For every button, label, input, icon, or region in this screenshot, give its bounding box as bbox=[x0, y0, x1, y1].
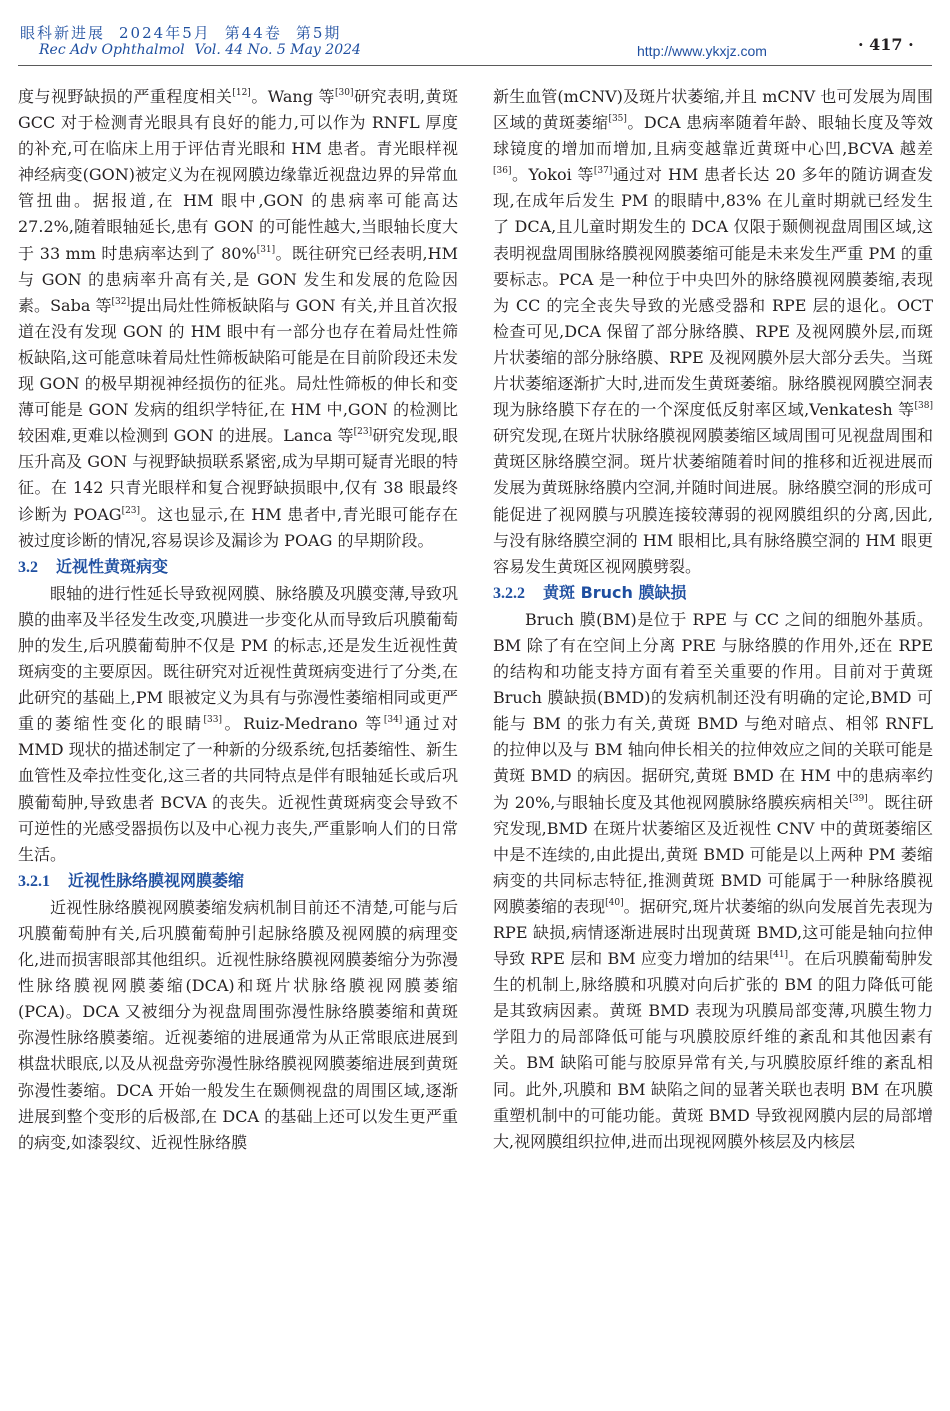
issue-cn: 第5期 bbox=[295, 24, 342, 42]
citation: [30] bbox=[335, 88, 354, 98]
citation: [23] bbox=[121, 505, 141, 516]
citation: [37] bbox=[593, 166, 613, 177]
page-header bbox=[0, 0, 950, 66]
citation: [40] bbox=[605, 897, 624, 908]
header-divider bbox=[18, 65, 932, 66]
section-heading-3-2: 3.2 近视性黄斑病变 bbox=[18, 556, 169, 576]
section-heading-3-2-2: 3.2.2 黄斑 Bruch 膜缺损 bbox=[493, 582, 687, 602]
citation: [34] bbox=[383, 715, 403, 726]
issue-date-cn: 2024年5月 bbox=[119, 24, 211, 42]
paragraph: 度与视野缺损的严重程度相关[12]。Wang 等[30]研究表明,黄斑 GCC 对于检测青光眼具有良好的能力,可以作为 RNFL 厚度的补充,可在临床上用于评估青光眼和 HM 患者。青光眼样视神经病变(GON)被定义为在视网膜边缘靠近视盘边界的异常血管扭曲。据报道,在 HM 眼中,GON 的患病率可能高达 27.2%,随着眼轴延长,患有 GON 的可能性越大,当眼轴长度大于 33 mm 时患病率达到了 80%[31]。既往研究已经表明,HM 与 GON 的患病率升高有关,是 GON 发生和发展的危险因素。Saba 等[32]提出局灶性筛板缺陷与 GON 有关,并且首次报道在没有发现 GON 的 HM 眼中有一部分也存在着局灶性筛板缺陷,这可能意味着局灶性筛板缺陷可能是在目前阶段还未发现 GON 的极早期视神经损伤的征兆。局灶性筛板的伸长和变薄可能是 GON 发病的组织学特征,在 HM 中,GON 的检测比较困难,更难以检测到 GON 的进展。Lanca 等[23]研究发现,眼压升高及 GON 与视野缺损联系紧密,成为早期可疑青光眼的特征。在 142 只青光眼样和复合视野缺损眼中,仅有 38 眼最终诊断为 POAG[23]。这也显示,在 HM 患者中,青光眼可能存在被过度诊断的情况,容易误诊及漏诊为 POAG 的早期阶段。 bbox=[18, 87, 458, 550]
right-column bbox=[493, 84, 933, 1155]
section-heading-3-2-1: 3.2.1 近视性脉络膜视网膜萎缩 bbox=[18, 870, 245, 890]
citation: [35] bbox=[608, 114, 627, 125]
journal-title-en: Rec Adv Ophthalmol bbox=[39, 42, 185, 58]
left-column bbox=[18, 84, 458, 1156]
journal-info-en bbox=[39, 42, 371, 58]
paragraph: 近视性脉络膜视网膜萎缩发病机制目前还不清楚,可能与后巩膜葡萄肿有关,后巩膜葡萄肿引起脉络膜及视网膜的病理变化,进而损害眼部其他组织。近视性脉络膜视网膜萎缩分为弥漫性脉络膜视网膜萎缩(DCA)和斑片状脉络膜视网膜萎缩(PCA)。DCA 又被细分为视盘周围弥漫性脉络膜萎缩和黄斑弥漫性脉络膜萎缩。近视萎缩的进展通常为从正常眼底进展到棋盘状眼底,以及从视盘旁弥漫性脉络膜视网膜萎缩进展到黄斑弥漫性萎缩。DCA 开始一般发生在颞侧视盘的周围区域,逐渐进展到整个变形的后极部,在 DCA 的基础上还可以发生更严重的病变,如漆裂纹、近视性脉络膜 bbox=[18, 897, 458, 1152]
citation: [32] bbox=[111, 296, 131, 307]
page-number: · 417 · bbox=[858, 35, 914, 54]
citation: [23] bbox=[353, 427, 373, 438]
citation: [38] bbox=[914, 401, 933, 412]
paragraph: 新生血管(mCNV)及斑片状萎缩,并且 mCNV 也可发展为周围区域的黄斑萎缩[35]。DCA 患病率随着年龄、眼轴长度及等效球镜度的增加而增加,且病变越靠近黄斑中心凹,BCVA 越差[36]。Yokoi 等[37]通过对 HM 患者长达 20 多年的随访调查发现,在成年后发生 PM 的眼睛中,83% 在儿童时期就已经发生了 DCA,且儿童时期发生的 DCA 仅限于颞侧视盘周围区域,这表明视盘周围脉络膜视网膜萎缩可能是未来发生严重 PM 的重要标志。PCA 是一种位于中央凹外的脉络膜视网膜萎缩,表现为 CC 的完全丧失导致的光感受器和 RPE 层的退化。OCT 检查可见,DCA 保留了部分脉络膜、RPE 及视网膜外层,而斑片状萎缩的部分脉络膜、RPE 及视网膜外层大部分丢失。当斑片状萎缩逐渐扩大时,进而发生黄斑萎缩。脉络膜视网膜空洞表现为脉络膜下存在的一个深度低反射率区域,Venkatesh 等[38]研究发现,在斑片状脉络膜视网膜萎缩区域周围可见视盘周围和黄斑区脉络膜空洞。斑片状萎缩随着时间的推移和近视进展而发展为黄斑脉络膜内空洞,并随时间进展。脉络膜空洞的形成可能促进了视网膜与巩膜连接较薄弱的视网膜组织的分离,因此,与没有脉络膜空洞的 HM 眼相比,具有脉络膜空洞的 HM 眼更容易发生黄斑区视网膜劈裂。 bbox=[493, 87, 933, 576]
citation: [39] bbox=[849, 793, 868, 804]
citation: [12] bbox=[232, 88, 251, 98]
volume-cn: 第44卷 bbox=[224, 24, 282, 42]
citation: [41] bbox=[769, 950, 789, 961]
paragraph: 眼轴的进行性延长导致视网膜、脉络膜及巩膜变薄,导致巩膜的曲率及半径发生改变,巩膜进一步变化从而导致后巩膜葡萄肿的发生,后巩膜葡萄肿不仅是 PM 的标志,还是发生近视性黄斑病变的主要原因。既往研究对近视性黄斑病变进行了分类,在此研究的基础上,PM 眼被定义为具有与弥漫性萎缩相同或更严重的萎缩性变化的眼睛[33]。Ruiz-Medrano 等[34]通过对 MMD 现状的描述制定了一种新的分级系统,包括萎缩性、新生血管性及牵拉性变化,这三者的共同特点是伴有眼轴延长或后巩膜葡萄肿,导致患者 BCVA 的丧失。近视性黄斑病变会导致不可逆性的光感受器损伤以及中心视力丧失,严重影响人们的日常生活。 bbox=[18, 583, 458, 864]
paragraph: Bruch 膜(BM)是位于 RPE 与 CC 之间的细胞外基质。BM 除了有在空间上分离 PRE 与脉络膜的作用外,还在 RPE 的结构和功能支持方面有着至关重要的作用。目前对于黄斑 Bruch 膜缺损(BMD)的发病机制还没有明确的定论,BMD 可能与 BM 的张力有关,黄斑 BMD 与绝对暗点、相邻 RNFL 的拉伸以及与 BM 轴向伸长相关的拉伸效应之间的关联可能是黄斑 BMD 的病因。据研究,黄斑 BMD 在 HM 中的患病率约为 20%,与眼轴长度及其他视网膜脉络膜疾病相关[39]。既往研究发现,BMD 在斑片状萎缩区及近视性 CNV 中的黄斑萎缩区中是不连续的,由此提出,黄斑 BMD 可能是以上两种 PM 萎缩病变的共同标志特征,推测黄斑 BMD 可能属于一种脉络膜视网膜萎缩的表现[40]。据研究,斑片状萎缩的纵向发展首先表现为 RPE 缺损,病情逐渐进展时出现黄斑 BMD,这可能是轴向拉伸导致 RPE 层和 BM 应变力增加的结果[41]。在后巩膜葡萄肿发生的机制上,脉络膜和巩膜对向后扩张的 BM 的阻力降低可能是其致病因素。黄斑 BMD 表现为巩膜局部变薄,巩膜生物力学阻力的局部降低可能与巩膜胶原纤维的紊乱和其他因素有关。BM 缺陷可能与胶原异常有关,与巩膜胶原纤维的紊乱相同。此外,巩膜和 BM 缺陷之间的显著关联也表明 BM 在巩膜重塑机制中的可能功能。黄斑 BMD 导致视网膜内层的局部增大,视网膜组织拉伸,进而出现视网膜外核层及内核层 bbox=[493, 609, 933, 1151]
citation: [36] bbox=[493, 166, 512, 177]
journal-title-cn: 眼科新进展 bbox=[20, 24, 106, 42]
volume-en: Vol. 44 No. 5 May 2024 bbox=[194, 42, 361, 58]
journal-url: http://www.ykxjz.com bbox=[637, 43, 767, 59]
journal-info-cn bbox=[20, 22, 355, 43]
citation: [31] bbox=[256, 244, 276, 255]
citation: [33] bbox=[203, 715, 222, 726]
